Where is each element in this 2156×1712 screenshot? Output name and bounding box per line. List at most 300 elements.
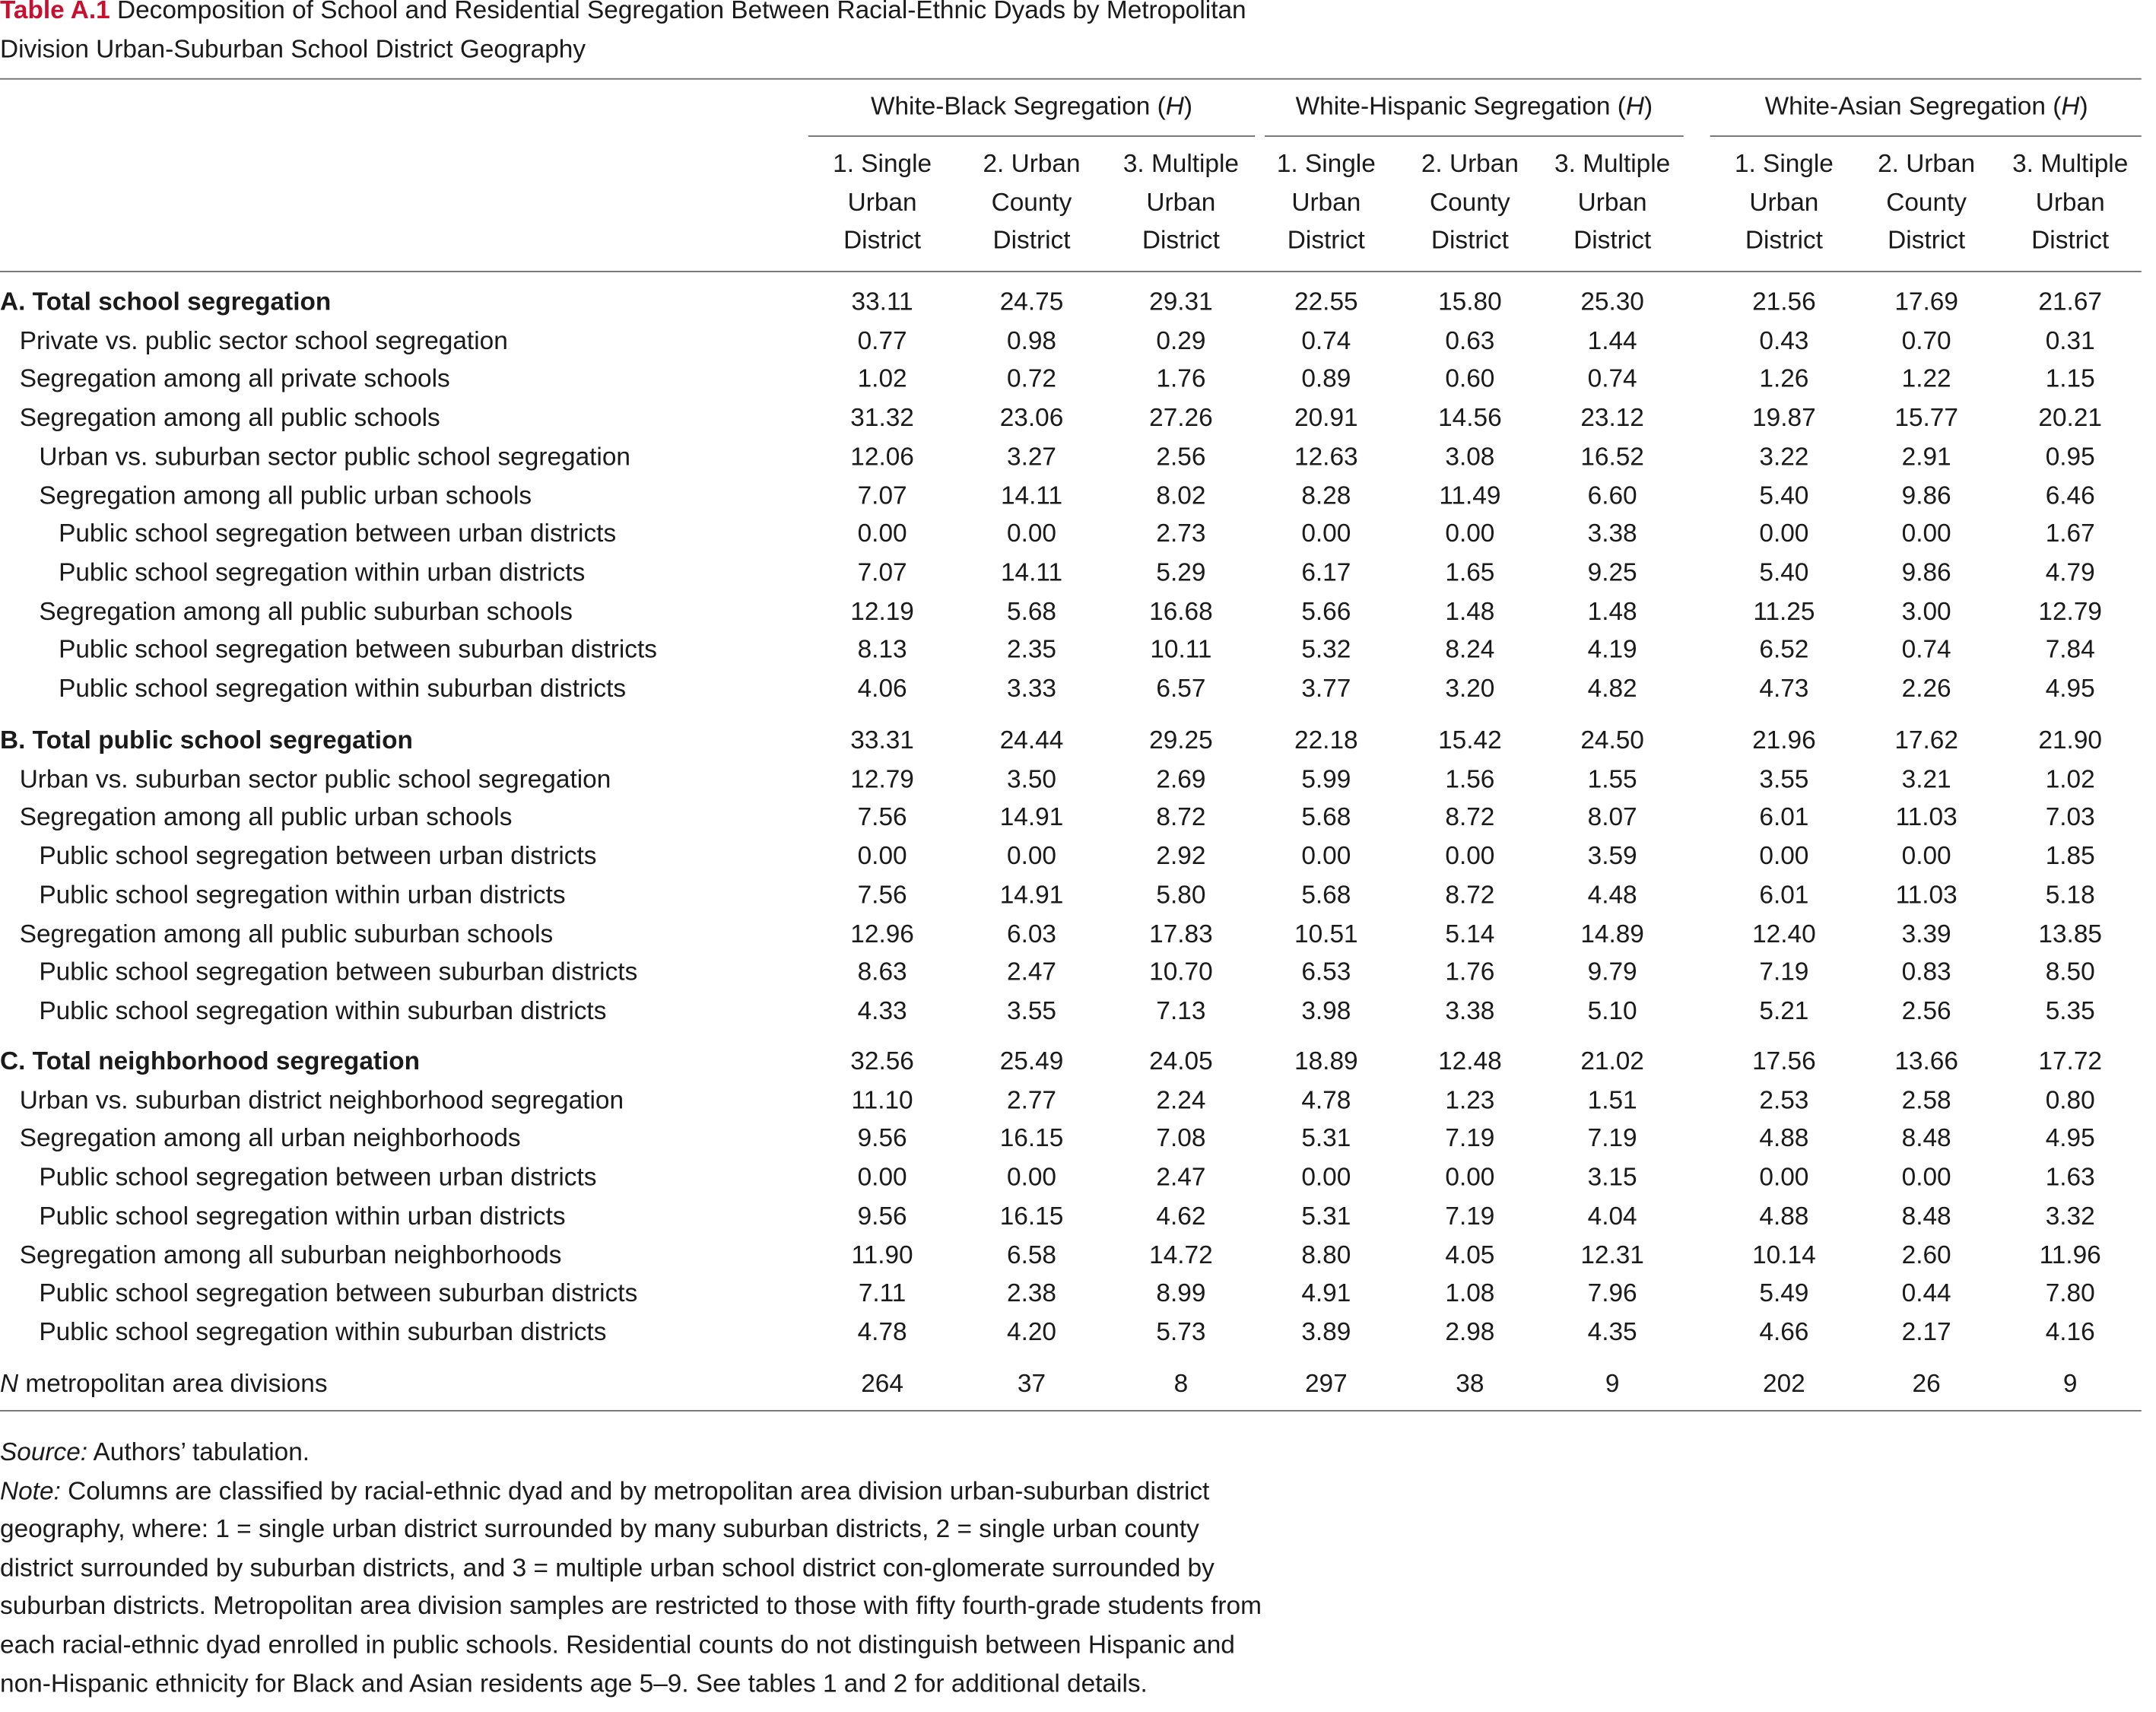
- table-number: Table A.1: [0, 0, 110, 24]
- table-cell: 4.88: [1759, 1124, 1809, 1153]
- table-cell: 3.50: [1007, 764, 1057, 793]
- table-cell: 3.27: [1007, 442, 1057, 471]
- table-cell: 3.89: [1301, 1317, 1351, 1346]
- table-cell: 12.63: [1294, 442, 1358, 471]
- table-cell: 17.72: [2038, 1047, 2102, 1075]
- table-cell: 2.56: [1156, 442, 1206, 471]
- table-cell: 4.82: [1587, 674, 1637, 703]
- table-cell: 0.00: [1301, 519, 1351, 548]
- table-cell: 5.40: [1759, 558, 1809, 586]
- column-header-line: County: [1429, 187, 1510, 216]
- column-header-line: Urban: [1577, 187, 1647, 216]
- table-cell: 9.86: [1901, 481, 1951, 510]
- table-cell: 22.18: [1294, 726, 1358, 754]
- table-cell: 7.84: [2045, 635, 2095, 664]
- table-cell: 0.83: [1901, 958, 1951, 986]
- table-cell: 4.48: [1587, 880, 1637, 909]
- table-cell: 21.90: [2038, 726, 2102, 754]
- table-cell: 3.38: [1445, 996, 1495, 1025]
- table-cell: 5.73: [1156, 1317, 1206, 1346]
- column-header-line: Urban: [1749, 187, 1819, 216]
- table-cell: 16.15: [999, 1202, 1064, 1230]
- table-cell: 2.47: [1007, 958, 1057, 986]
- table-cell: 0.00: [857, 842, 907, 870]
- column-header-line: District: [1430, 226, 1509, 255]
- table-cell: 12.31: [1580, 1240, 1644, 1269]
- table-cell: 8.72: [1156, 803, 1206, 831]
- table-cell: 2.35: [1007, 635, 1057, 664]
- row-label: Public school segregation within urban districts: [39, 1202, 566, 1230]
- table-cell: 12.06: [850, 442, 914, 471]
- column-header-line: County: [991, 187, 1072, 216]
- table-cell: 12.19: [850, 596, 914, 625]
- table-cell: 1.51: [1587, 1085, 1637, 1114]
- table-cell: 8.07: [1587, 803, 1637, 831]
- table-cell: 2.58: [1901, 1085, 1951, 1114]
- table-cell: 0.63: [1445, 326, 1495, 354]
- table-cell: 0.00: [1301, 1163, 1351, 1191]
- table-cell: 6.46: [2045, 481, 2095, 510]
- table-caption: Decomposition of School and Residential Segregation Between Racial-Ethnic Dyads by Metropolitan Division Urban-Suburban School District Geography: [0, 0, 1246, 62]
- row-label: Public school segregation within suburban districts: [39, 1317, 607, 1346]
- table-cell: 3.38: [1587, 519, 1637, 548]
- table-title: [0, 0, 1256, 68]
- table-cell: 2.69: [1156, 764, 1206, 793]
- column-header: [1243, 145, 1410, 260]
- table-cell: 12.79: [850, 764, 914, 793]
- table-cell: 7.11: [858, 1278, 907, 1307]
- row-label: Public school segregation within suburban districts: [39, 996, 607, 1025]
- table-cell: 1.67: [2045, 519, 2095, 548]
- table-cell: 5.68: [1301, 880, 1351, 909]
- table-cell: 0.00: [1759, 519, 1809, 548]
- column-header-line: 2. Urban: [1878, 149, 1976, 178]
- group-rule-white-asian: [1710, 135, 2142, 137]
- table-cell: 0.29: [1156, 326, 1206, 354]
- column-header: [799, 145, 966, 260]
- table-cell: 8.02: [1156, 481, 1206, 510]
- table-cell: 6.03: [1007, 919, 1057, 948]
- column-header-line: 1. Single: [1276, 149, 1376, 178]
- table-cell: 3.55: [1759, 764, 1809, 793]
- table-cell: 2.56: [1901, 996, 1951, 1025]
- table-cell: 0.00: [1901, 842, 1951, 870]
- table-cell: 5.31: [1301, 1124, 1351, 1153]
- table-cell: 5.99: [1301, 764, 1351, 793]
- table-cell: 33.31: [850, 726, 914, 754]
- table-cell: 3.22: [1759, 442, 1809, 471]
- table-cell: 2.92: [1156, 842, 1206, 870]
- table-cell: 3.00: [1901, 596, 1951, 625]
- table-cell: 0.98: [1007, 326, 1057, 354]
- table-cell: 16.52: [1580, 442, 1644, 471]
- n-cell: 8: [1173, 1369, 1189, 1398]
- group-header-white-black: White-Black Segregation (H): [870, 92, 1193, 120]
- table-cell: 9.56: [857, 1124, 907, 1153]
- table-cell: 4.66: [1759, 1317, 1809, 1346]
- table-cell: 0.77: [857, 326, 907, 354]
- n-cell: 9: [1605, 1369, 1620, 1398]
- row-label: Segregation among all suburban neighborhoods: [19, 1240, 562, 1269]
- table-cell: 0.74: [1301, 326, 1351, 354]
- table-cell: 5.10: [1587, 996, 1637, 1025]
- table-cell: 0.95: [2045, 442, 2095, 471]
- table-cell: 12.48: [1438, 1047, 1502, 1075]
- table-cell: 10.70: [1149, 958, 1213, 986]
- table-cell: 7.13: [1156, 996, 1206, 1025]
- table-cell: 12.96: [850, 919, 914, 948]
- row-label: Segregation among all public suburban schools: [19, 919, 554, 948]
- table-cell: 27.26: [1149, 403, 1213, 432]
- table-cell: 1.76: [1445, 958, 1495, 986]
- section-heading: A. Total school segregation: [0, 287, 332, 316]
- table-cell: 6.01: [1759, 803, 1809, 831]
- table-cell: 4.88: [1759, 1202, 1809, 1230]
- table-cell: 3.98: [1301, 996, 1351, 1025]
- row-label: Urban vs. suburban sector public school segregation: [39, 442, 630, 471]
- row-label: Private vs. public sector school segregation: [19, 326, 508, 354]
- table-cell: 4.62: [1156, 1202, 1206, 1230]
- n-cell: 9: [2062, 1369, 2078, 1398]
- table-cell: 11.90: [851, 1240, 913, 1269]
- table-cell: 1.44: [1587, 326, 1637, 354]
- table-cell: 14.11: [1000, 481, 1063, 510]
- table-cell: 3.39: [1901, 919, 1951, 948]
- table-cell: 17.83: [1149, 919, 1213, 948]
- table-cell: 2.53: [1759, 1085, 1809, 1114]
- table-cell: 5.40: [1759, 481, 1809, 510]
- table-cell: 5.68: [1007, 596, 1057, 625]
- table-cell: 4.73: [1759, 674, 1809, 703]
- table-cell: 8.50: [2045, 958, 2095, 986]
- table-cell: 4.04: [1587, 1202, 1637, 1230]
- table-cell: 21.96: [1752, 726, 1816, 754]
- table-cell: 5.31: [1301, 1202, 1351, 1230]
- table-cell: 3.77: [1301, 674, 1351, 703]
- table-cell: 13.66: [1894, 1047, 1958, 1075]
- table-cell: 16.68: [1149, 596, 1213, 625]
- column-header-line: 2. Urban: [983, 149, 1081, 178]
- table-cell: 24.75: [999, 287, 1064, 316]
- table-cell: 32.56: [850, 1047, 914, 1075]
- table-cell: 10.11: [1150, 635, 1212, 664]
- table-cell: 4.79: [2045, 558, 2095, 586]
- column-header-line: County: [1886, 187, 1967, 216]
- n-row-label: N metropolitan area divisions: [0, 1369, 328, 1398]
- column-header-line: 3. Multiple: [2012, 149, 2129, 178]
- table-cell: 9.56: [857, 1202, 907, 1230]
- table-cell: 24.50: [1580, 726, 1644, 754]
- table-cell: 18.89: [1294, 1047, 1358, 1075]
- table-cell: 4.33: [857, 996, 907, 1025]
- table-cell: 5.21: [1759, 996, 1809, 1025]
- table-cell: 15.77: [1894, 403, 1958, 432]
- column-header: [1843, 145, 2010, 260]
- table-cell: 5.32: [1301, 635, 1351, 664]
- table-cell: 0.89: [1301, 364, 1351, 393]
- table-cell: 0.43: [1759, 326, 1809, 354]
- table-cell: 1.76: [1156, 364, 1206, 393]
- table-cell: 0.80: [2045, 1085, 2095, 1114]
- table-cell: 15.42: [1438, 726, 1502, 754]
- table-cell: 5.29: [1156, 558, 1206, 586]
- table-cell: 2.24: [1156, 1085, 1206, 1114]
- table-cell: 6.53: [1301, 958, 1351, 986]
- table-cell: 0.00: [1007, 519, 1057, 548]
- section-heading: B. Total public school segregation: [0, 726, 413, 754]
- column-header-line: District: [992, 226, 1071, 255]
- table-cell: 0.60: [1445, 364, 1495, 393]
- table-cell: 4.06: [857, 674, 907, 703]
- bottom-rule: [0, 1410, 2142, 1412]
- row-label: Urban vs. suburban district neighborhood segregation: [19, 1085, 624, 1114]
- column-header-line: District: [1573, 226, 1652, 255]
- table-cell: 17.62: [1894, 726, 1958, 754]
- table-cell: 2.98: [1445, 1317, 1495, 1346]
- column-header-line: Urban: [2035, 187, 2105, 216]
- table-cell: 16.15: [999, 1124, 1064, 1153]
- group-rule-white-black: [808, 135, 1255, 137]
- table-cell: 10.14: [1752, 1240, 1816, 1269]
- row-label: Public school segregation between urban districts: [39, 1163, 597, 1191]
- column-header: [1529, 145, 1696, 260]
- table-cell: 1.15: [2045, 364, 2095, 393]
- table-cell: 7.96: [1587, 1278, 1637, 1307]
- table-cell: 8.72: [1445, 803, 1495, 831]
- table-cell: 1.55: [1587, 764, 1637, 793]
- table-cell: 23.06: [999, 403, 1064, 432]
- table-cell: 19.87: [1752, 403, 1816, 432]
- row-label: Urban vs. suburban sector public school segregation: [19, 764, 611, 793]
- table-cell: 2.26: [1901, 674, 1951, 703]
- table-cell: 2.77: [1007, 1085, 1057, 1114]
- table-cell: 23.12: [1580, 403, 1644, 432]
- row-label: Public school segregation between suburban districts: [59, 635, 657, 664]
- table-cell: 21.02: [1580, 1047, 1644, 1075]
- table-cell: 0.00: [1445, 1163, 1495, 1191]
- group-rule-white-hispanic: [1265, 135, 1684, 137]
- table-cell: 6.17: [1301, 558, 1351, 586]
- table-cell: 7.56: [857, 880, 907, 909]
- table-cell: 11.25: [1753, 596, 1815, 625]
- table-cell: 7.07: [857, 481, 907, 510]
- column-header-line: 2. Urban: [1421, 149, 1519, 178]
- table-cell: 8.72: [1445, 880, 1495, 909]
- row-label: Public school segregation between urban districts: [39, 842, 597, 870]
- table-cell: 6.60: [1587, 481, 1637, 510]
- table-cell: 25.49: [999, 1047, 1064, 1075]
- general-note: Note: Columns are classified by racial-ethnic dyad and by metropolitan area division urban-suburban district geography, where: 1 = single urban district surrounded by many suburban districts, 2 = single urban county district surrounded by suburban districts, and 3 = multiple urban school district con-glomerate surrounded by suburban districts. Metropolitan area division samples are restricted to those with fifty fourth-grade students from each racial-ethnic dyad enrolled in public schools. Residential counts do not distinguish between Hispanic and non-Hispanic ethnicity for Black and Asian residents age 5–9. See tables 1 and 2 for additional details.: [0, 1476, 1262, 1698]
- table-cell: 4.20: [1007, 1317, 1057, 1346]
- table-cell: 7.03: [2045, 803, 2095, 831]
- table-cell: 8.80: [1301, 1240, 1351, 1269]
- table-cell: 8.48: [1901, 1124, 1951, 1153]
- table-cell: 29.31: [1149, 287, 1213, 316]
- table-cell: 0.00: [1901, 1163, 1951, 1191]
- table-cell: 0.72: [1007, 364, 1057, 393]
- table-cell: 1.02: [2045, 764, 2095, 793]
- table-cell: 7.08: [1156, 1124, 1206, 1153]
- table-cell: 4.95: [2045, 1124, 2095, 1153]
- table-cell: 1.65: [1445, 558, 1495, 586]
- table-cell: 2.17: [1901, 1317, 1951, 1346]
- row-label: Public school segregation within urban districts: [39, 880, 566, 909]
- table-cell: 0.00: [1007, 842, 1057, 870]
- table-cell: 5.18: [2045, 880, 2095, 909]
- table-cell: 0.44: [1901, 1278, 1951, 1307]
- header-bottom-rule: [0, 271, 2142, 272]
- source-note: Source: Authors’ tabulation.: [0, 1437, 310, 1466]
- table-cell: 20.91: [1294, 403, 1358, 432]
- column-header: [948, 145, 1115, 260]
- table-cell: 2.47: [1156, 1163, 1206, 1191]
- row-label: Segregation among all public suburban schools: [39, 596, 573, 625]
- table-cell: 11.03: [1895, 803, 1958, 831]
- n-cell: 38: [1456, 1369, 1484, 1398]
- table-cell: 20.21: [2038, 403, 2102, 432]
- table-cell: 6.58: [1007, 1240, 1057, 1269]
- row-label: Segregation among all public urban schools: [39, 481, 532, 510]
- table-cell: 3.33: [1007, 674, 1057, 703]
- column-header-line: District: [2031, 226, 2110, 255]
- table-cell: 4.35: [1587, 1317, 1637, 1346]
- row-label: Segregation among all private schools: [19, 364, 450, 393]
- table-cell: 0.00: [1759, 1163, 1809, 1191]
- table-cell: 3.15: [1587, 1163, 1637, 1191]
- table-cell: 3.55: [1007, 996, 1057, 1025]
- table-cell: 0.00: [857, 519, 907, 548]
- table-cell: 2.91: [1901, 442, 1951, 471]
- table-cell: 8.28: [1301, 481, 1351, 510]
- table-cell: 7.19: [1759, 958, 1809, 986]
- table-cell: 3.21: [1901, 764, 1951, 793]
- table-cell: 0.70: [1901, 326, 1951, 354]
- table-cell: 3.08: [1445, 442, 1495, 471]
- table-cell: 21.67: [2038, 287, 2102, 316]
- column-header-line: Urban: [847, 187, 917, 216]
- row-label: Public school segregation between suburban districts: [39, 958, 638, 986]
- table-cell: 17.69: [1894, 287, 1958, 316]
- table-cell: 8.48: [1901, 1202, 1951, 1230]
- row-label: Segregation among all urban neighborhoods: [19, 1124, 521, 1153]
- table-cell: 3.20: [1445, 674, 1495, 703]
- table-cell: 14.56: [1438, 403, 1502, 432]
- table-cell: 4.91: [1301, 1278, 1351, 1307]
- table-cell: 24.05: [1149, 1047, 1213, 1075]
- table-cell: 31.32: [850, 403, 914, 432]
- column-header-line: Urban: [1146, 187, 1216, 216]
- n-cell: 264: [861, 1369, 903, 1398]
- table-cell: 3.59: [1587, 842, 1637, 870]
- table-notes: [0, 1434, 1263, 1704]
- table-cell: 8.24: [1445, 635, 1495, 664]
- table-cell: 11.03: [1895, 880, 1958, 909]
- column-header-line: District: [1888, 226, 1966, 255]
- n-cell: 297: [1304, 1369, 1348, 1398]
- column-header-line: Urban: [1291, 187, 1361, 216]
- table-cell: 11.10: [851, 1085, 913, 1114]
- n-cell: 202: [1763, 1369, 1805, 1398]
- table-cell: 5.35: [2045, 996, 2095, 1025]
- table-cell: 7.19: [1587, 1124, 1637, 1153]
- group-header-white-asian: White-Asian Segregation (H): [1764, 92, 2088, 120]
- n-cell: 37: [1017, 1369, 1046, 1398]
- table-cell: 1.26: [1759, 364, 1809, 393]
- table-cell: 7.19: [1445, 1124, 1495, 1153]
- column-header-line: District: [1745, 226, 1823, 255]
- table-cell: 15.80: [1438, 287, 1502, 316]
- table-cell: 5.49: [1759, 1278, 1809, 1307]
- table-cell: 9.86: [1901, 558, 1951, 586]
- table-cell: 1.08: [1445, 1278, 1495, 1307]
- table-cell: 14.91: [999, 880, 1064, 909]
- table-cell: 14.72: [1149, 1240, 1213, 1269]
- table-cell: 25.30: [1580, 287, 1644, 316]
- section-heading: C. Total neighborhood segregation: [0, 1047, 421, 1075]
- table-cell: 6.01: [1759, 880, 1809, 909]
- column-header-line: 3. Multiple: [1122, 149, 1240, 178]
- table-cell: 4.78: [1301, 1085, 1351, 1114]
- table-cell: 6.57: [1156, 674, 1206, 703]
- table-cell: 1.48: [1587, 596, 1637, 625]
- table-cell: 3.32: [2045, 1202, 2095, 1230]
- table-cell: 7.07: [857, 558, 907, 586]
- table-cell: 24.44: [999, 726, 1064, 754]
- table-cell: 5.66: [1301, 596, 1351, 625]
- table-cell: 14.91: [999, 803, 1064, 831]
- table-cell: 1.02: [857, 364, 907, 393]
- row-label: Public school segregation within urban districts: [59, 558, 586, 586]
- row-label: Public school segregation within suburban districts: [59, 674, 627, 703]
- table-cell: 8.63: [857, 958, 907, 986]
- table-cell: 11.96: [2039, 1240, 2101, 1269]
- row-label: Segregation among all public schools: [19, 403, 440, 432]
- table-cell: 2.60: [1901, 1240, 1951, 1269]
- table-cell: 0.74: [1587, 364, 1637, 393]
- table-cell: 4.05: [1445, 1240, 1495, 1269]
- row-label: Public school segregation between suburban districts: [39, 1278, 638, 1307]
- column-header: [1986, 145, 2154, 260]
- table-cell: 5.80: [1156, 880, 1206, 909]
- table-cell: 12.40: [1752, 919, 1816, 948]
- table-cell: 29.25: [1149, 726, 1213, 754]
- table-cell: 0.31: [2045, 326, 2095, 354]
- group-header-white-hispanic: White-Hispanic Segregation (H): [1295, 92, 1653, 120]
- n-cell: 26: [1912, 1369, 1941, 1398]
- table-cell: 12.79: [2038, 596, 2102, 625]
- table-cell: 1.22: [1901, 364, 1951, 393]
- table-cell: 4.19: [1587, 635, 1637, 664]
- table-cell: 1.85: [2045, 842, 2095, 870]
- row-label: Segregation among all public urban schools: [19, 803, 513, 831]
- table-cell: 8.99: [1156, 1278, 1206, 1307]
- table-cell: 9.79: [1587, 958, 1637, 986]
- column-header-line: 1. Single: [833, 149, 932, 178]
- table-cell: 14.89: [1580, 919, 1644, 948]
- table-cell: 21.56: [1752, 287, 1816, 316]
- table-cell: 0.00: [1445, 842, 1495, 870]
- top-rule: [0, 78, 2142, 80]
- table-cell: 5.68: [1301, 803, 1351, 831]
- table-cell: 2.73: [1156, 519, 1206, 548]
- table-cell: 13.85: [2038, 919, 2102, 948]
- row-label: Public school segregation between urban districts: [59, 519, 617, 548]
- table-cell: 17.56: [1752, 1047, 1816, 1075]
- column-header: [1097, 145, 1265, 260]
- column-header-line: District: [1142, 226, 1220, 255]
- table-cell: 0.00: [1901, 519, 1951, 548]
- table-cell: 1.48: [1445, 596, 1495, 625]
